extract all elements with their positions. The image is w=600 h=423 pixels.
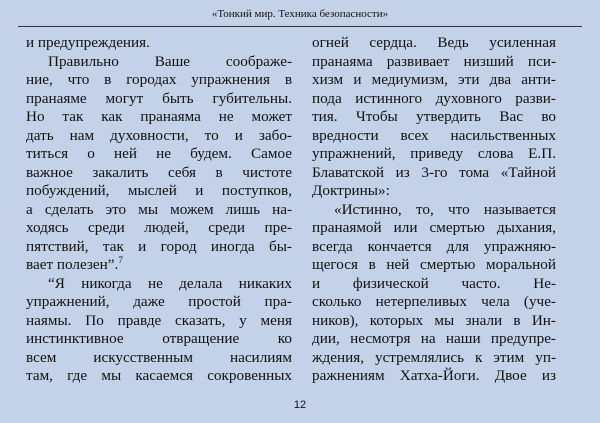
text-line: сколько нетерпеливых чела (уче-	[312, 293, 556, 310]
text-line: важное закалить себя в чистоте	[26, 163, 292, 181]
text-line: щегося в ней смертью моральной	[312, 256, 556, 273]
text-line: Правильно Ваше соображе-	[48, 52, 292, 70]
text-line: всегда кончается для упражняю-	[312, 237, 556, 255]
text-line: упражнений, даже простой пра-	[26, 293, 292, 310]
text-line: дать нам духовности, то и забо-	[26, 126, 292, 144]
text-line: Блаватской из 3-го тома «Тайной	[312, 163, 556, 181]
text-line: упражнений, приведу слова Е.П.	[312, 145, 556, 162]
text-line: «Истинно, то, что называется	[334, 200, 556, 218]
text-line-with-footnote	[26, 256, 292, 275]
text-line: пятствий, так и город иногда бы-	[26, 237, 292, 255]
text-line: титься о ней не будем. Самое	[26, 145, 292, 162]
text-line: побуждений, мыслей и поступков,	[26, 182, 292, 199]
text-line: и физической часто. Не-	[312, 274, 556, 292]
text-line: инстинктивное отвращение ко	[26, 330, 292, 347]
text-line: ходясь среди людей, среди пре-	[26, 219, 292, 236]
text-line: пранаямой или смертью дыхания,	[312, 219, 556, 236]
running-header: «Тонкий мир. Техника безопасности»	[211, 8, 389, 20]
text-line: дии, несмотря на наши предупре-	[312, 330, 556, 347]
left-column	[26, 34, 292, 386]
text-line: хизм и медиумизм, эти два анти-	[312, 71, 556, 88]
text-line: пода истинного духовного разви-	[312, 89, 556, 107]
footnote-marker[interactable]: 7	[118, 254, 123, 265]
text-line: тия. Чтобы утвердить Вас во	[312, 108, 556, 125]
page-number: 12	[293, 399, 307, 411]
header-rule	[18, 26, 582, 27]
text-line: всем искусственным насилиям	[26, 348, 292, 366]
text-line: и предупреждения.	[26, 34, 150, 51]
text-line: ние, что в городах упражнения в	[26, 71, 292, 88]
text-line: наямы. По правде сказать, у меня	[26, 311, 292, 329]
text-line: пранаяме могут быть губительны.	[26, 89, 292, 107]
text-line: вредности всех насильственных	[312, 126, 556, 144]
text-line: пранаяма развивает низший пси-	[312, 52, 556, 70]
text-line: а сделать это мы можем лишь на-	[26, 200, 292, 218]
text-line: ников), которых мы знали в Ин-	[312, 311, 556, 329]
text-line: там, где мы касаемся сокровенных	[26, 367, 292, 384]
text-line: Но так как пранаяма не может	[26, 108, 292, 125]
right-column	[312, 34, 556, 386]
text-line: “Я никогда не делала никаких	[48, 274, 292, 292]
text-line: вает полезен”.	[26, 256, 119, 273]
text-line: ждения, устремлялись к этим уп-	[312, 348, 556, 366]
text-line: ражнениям Хатха-Йоги. Двое из	[312, 367, 556, 384]
text-line: Доктрины»:	[312, 182, 390, 199]
text-line: огней сердца. Ведь усиленная	[312, 34, 556, 51]
